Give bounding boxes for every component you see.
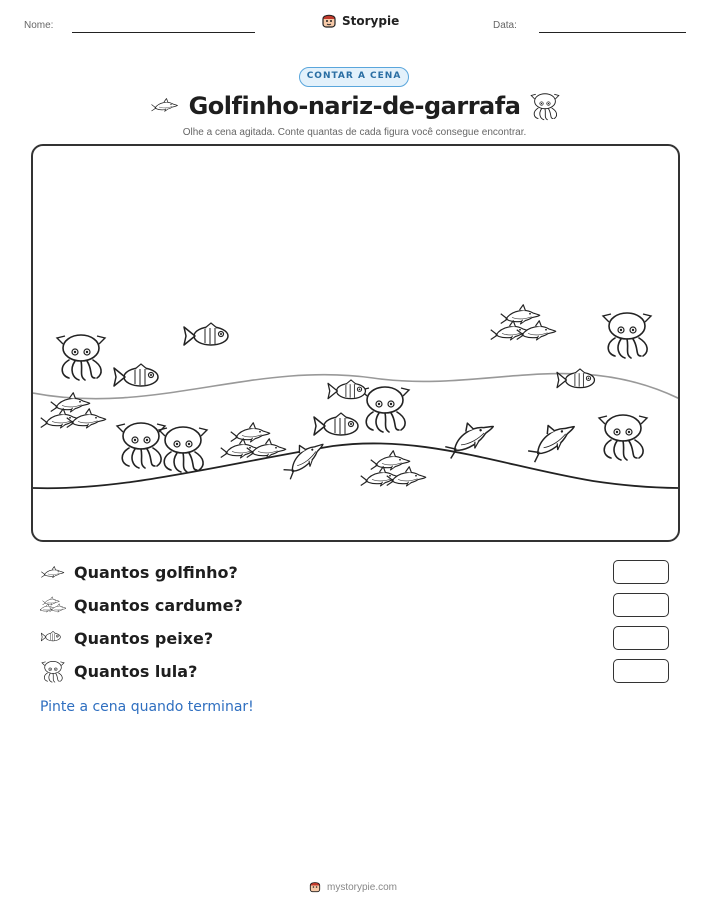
squid-icon xyxy=(40,660,66,684)
dolphin-school xyxy=(361,451,426,487)
answer-box-fish[interactable] xyxy=(613,626,669,650)
date-label: Data: xyxy=(493,20,517,31)
squid xyxy=(361,387,409,432)
brand-name: Storypie xyxy=(342,14,400,28)
dolphin-icon xyxy=(40,561,66,585)
squid xyxy=(599,415,647,460)
storypie-mascot-icon xyxy=(308,880,322,894)
question-row-dolphin xyxy=(40,560,670,586)
squid xyxy=(159,427,207,472)
activity-badge: CONTAR A CENA xyxy=(299,67,409,87)
instructions: Olhe a cena agitada. Conte quantas de cada figura você consegue encontrar. xyxy=(182,127,527,138)
dolphin xyxy=(522,415,580,464)
fish xyxy=(557,369,594,388)
dolphin-school xyxy=(221,423,286,459)
fish-icon xyxy=(40,627,66,647)
squid xyxy=(603,313,651,358)
question-text: Quantos lula? xyxy=(74,662,198,681)
question-text: Quantos cardume? xyxy=(74,596,243,615)
question-row-school xyxy=(40,593,670,619)
question-text: Quantos peixe? xyxy=(74,629,214,648)
fish xyxy=(328,380,365,399)
question-text: Quantos golfinho? xyxy=(74,563,238,582)
answer-box-dolphin[interactable] xyxy=(613,560,669,584)
dolphin-school-icon xyxy=(40,594,66,618)
question-row-squid xyxy=(40,659,670,685)
fish xyxy=(314,413,358,435)
storypie-mascot-icon xyxy=(320,12,338,30)
page-title: Golfinho-nariz-de-garrafa xyxy=(188,92,521,120)
name-field[interactable] xyxy=(72,32,255,33)
dolphin xyxy=(440,414,498,460)
site-footer xyxy=(308,880,397,894)
question-row-fish xyxy=(40,626,670,652)
coloring-note: Pinte a cena quando terminar! xyxy=(40,699,254,715)
site-url: mystorypie.com xyxy=(327,881,398,893)
counting-scene xyxy=(31,144,680,542)
brand-logo xyxy=(320,12,399,30)
fish xyxy=(184,323,228,345)
dolphin-school xyxy=(491,305,556,341)
answer-box-school[interactable] xyxy=(613,593,669,617)
name-label: Nome: xyxy=(24,20,54,31)
fish xyxy=(114,364,158,386)
scene-illustration xyxy=(33,146,680,542)
dolphin xyxy=(277,434,329,480)
squid xyxy=(57,335,105,380)
water-line-front xyxy=(33,443,680,488)
date-field[interactable] xyxy=(539,32,686,33)
squid-icon xyxy=(530,92,560,122)
answer-box-squid[interactable] xyxy=(613,659,669,683)
